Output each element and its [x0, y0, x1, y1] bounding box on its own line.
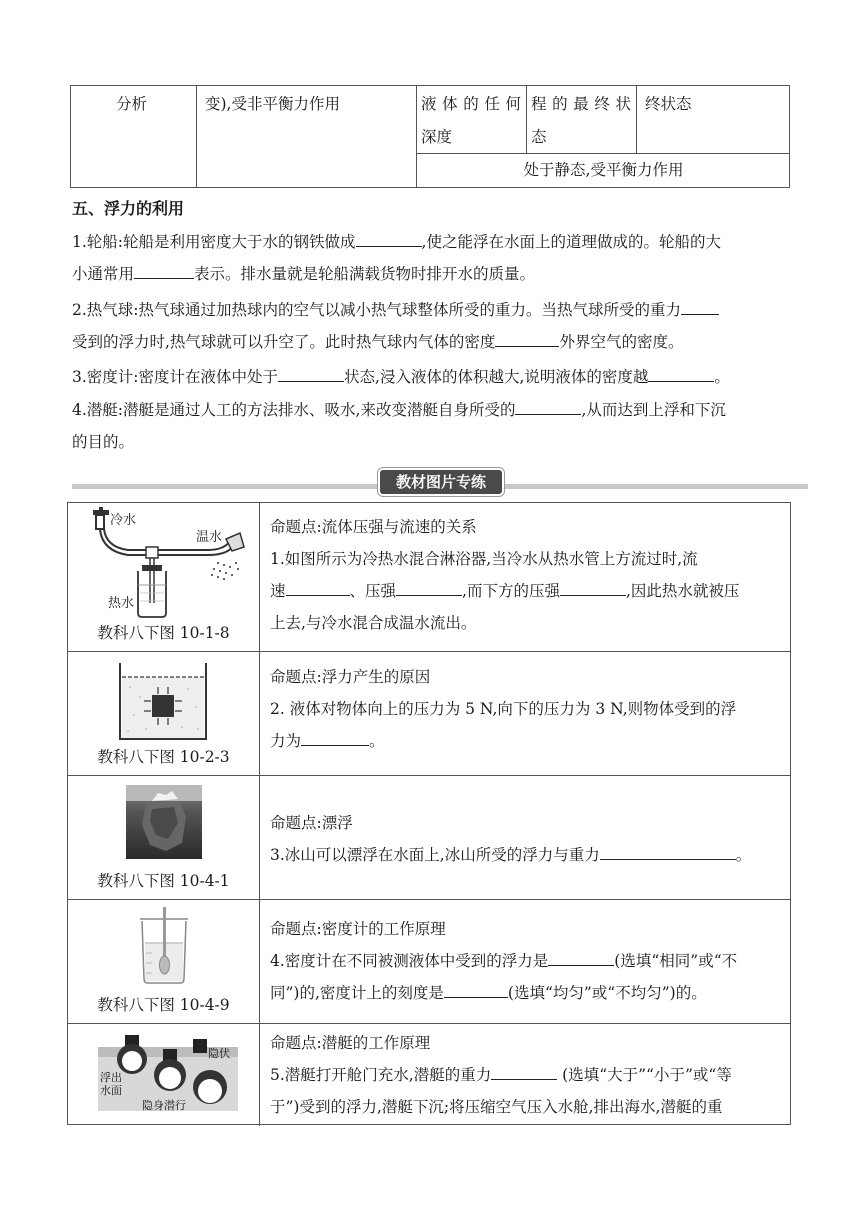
question-text: 命题点:流体压强与流速的关系 1.如图所示为冷热水混合淋浴器,当冷水从热水管上方流过时,流 速 、压强 ,而下方的压强 ,因此热水就被压 上去,与冷水混合成温水流出。: [270, 518, 740, 632]
paragraph-3: 3.密度计:密度计在液体中处于 状态,浸入液体的体积越大,说明液体的密度越 。: [72, 361, 788, 393]
cell-text: 终状态: [645, 95, 692, 113]
paragraph-2: 2.热气球:热气球通过加热球内的空气以减小热气球整体所受的重力。当热气球所受的重力 受到的浮力时,热气球就可以升空了。此时热气球内气体的密度 外界空气的密度。: [72, 294, 788, 358]
answer-blank[interactable]: [134, 260, 194, 279]
submerged-cube-illustration: [68, 657, 259, 747]
answer-blank[interactable]: [491, 1061, 557, 1080]
answer-blank[interactable]: [495, 328, 559, 347]
paragraph-4: 4.潜艇:潜艇是通过人工的方法排水、吸水,来改变潜艇自身所受的 ,从而达到上浮和下沉 的目的。: [72, 394, 788, 458]
cell-text: 液体的任何: [421, 95, 521, 113]
answer-blank[interactable]: [560, 577, 626, 596]
submarine-states-illustration: [68, 1029, 259, 1119]
answer-blank[interactable]: [444, 979, 508, 998]
figure-caption: 教科八下图 10-4-1: [97, 872, 230, 890]
label-surface: 浮出: [100, 1071, 122, 1084]
figure-row: [68, 1023, 790, 1126]
answer-blank[interactable]: [515, 396, 581, 415]
answer-blank[interactable]: [286, 577, 350, 596]
figure-row: [68, 503, 790, 652]
label-cold-water: 冷水: [110, 513, 137, 528]
question-text: 命题点:密度计的工作原理 4.密度计在不同被测液体中受到的浮力是 (选填“相同”或“不 同”)的,密度计上的刻度是 (选填“均匀”或“不均匀”)的。: [270, 920, 738, 1002]
figure-caption: 教科八下图 10-2-3: [97, 748, 230, 766]
figure-row: [68, 899, 790, 1024]
answer-blank[interactable]: [648, 363, 714, 382]
answer-blank[interactable]: [278, 363, 344, 382]
answer-blank[interactable]: [681, 296, 719, 315]
paragraph-1: 1.轮船:轮船是利用密度大于水的钢铁做成 ,使之能浮在水面上的道理做成的。轮船的大 小通常用 表示。排水量就是轮船满载货物时排开水的质量。: [72, 226, 788, 290]
question-text: 命题点:潜艇的工作原理 5.潜艇打开舱门充水,潜艇的重力 (选填“大于”“小于”或“等 于”)受到的浮力,潜艇下沉;将压缩空气压入水舱,排出海水,潜艇的重: [270, 1034, 732, 1116]
answer-blank[interactable]: [356, 228, 422, 247]
answer-blank[interactable]: [301, 727, 369, 746]
analysis-table: [70, 85, 790, 188]
merged-cell-text: 处于静态,受平衡力作用: [523, 161, 684, 179]
label-hot-water: 热水: [108, 596, 135, 611]
figure-caption: 教科八下图 10-1-8: [97, 624, 230, 642]
label-stealth: 隐身潜行: [142, 1099, 186, 1112]
shower-mixer-illustration: [68, 503, 259, 621]
label-lurk: 隐伏: [208, 1047, 230, 1060]
question-text: 命题点:漂浮 3.冰山可以漂浮在水面上,冰山所受的浮力与重力 。: [270, 814, 752, 864]
figure-caption: 教科八下图 10-4-9: [97, 996, 230, 1014]
cell-text: 程的最终状: [531, 95, 631, 113]
cell-text: 态: [531, 128, 547, 146]
answer-blank[interactable]: [396, 577, 462, 596]
label-warm-water: 温水: [196, 530, 223, 545]
hydrometer-beaker-illustration: [68, 903, 259, 987]
answer-blank[interactable]: [600, 841, 736, 860]
row-label: 分析: [116, 95, 148, 113]
figure-row: [68, 775, 790, 900]
label-surface-2: 水面: [100, 1084, 122, 1097]
figure-row: [68, 651, 790, 776]
cell-text: 变),受非平衡力作用: [205, 95, 340, 113]
section-banner: 教材图片专练: [380, 470, 502, 494]
answer-blank[interactable]: [548, 947, 614, 966]
section-heading: 五、浮力的利用: [72, 199, 185, 218]
figure-table: [67, 502, 791, 1125]
cell-text: 深度: [421, 128, 453, 146]
question-text: 命题点:浮力产生的原因 2. 液体对物体向上的压力为 5 N,向下的压力为 3 N,则物体受到的浮 力为 。: [270, 668, 737, 750]
iceberg-photo: [68, 783, 259, 863]
